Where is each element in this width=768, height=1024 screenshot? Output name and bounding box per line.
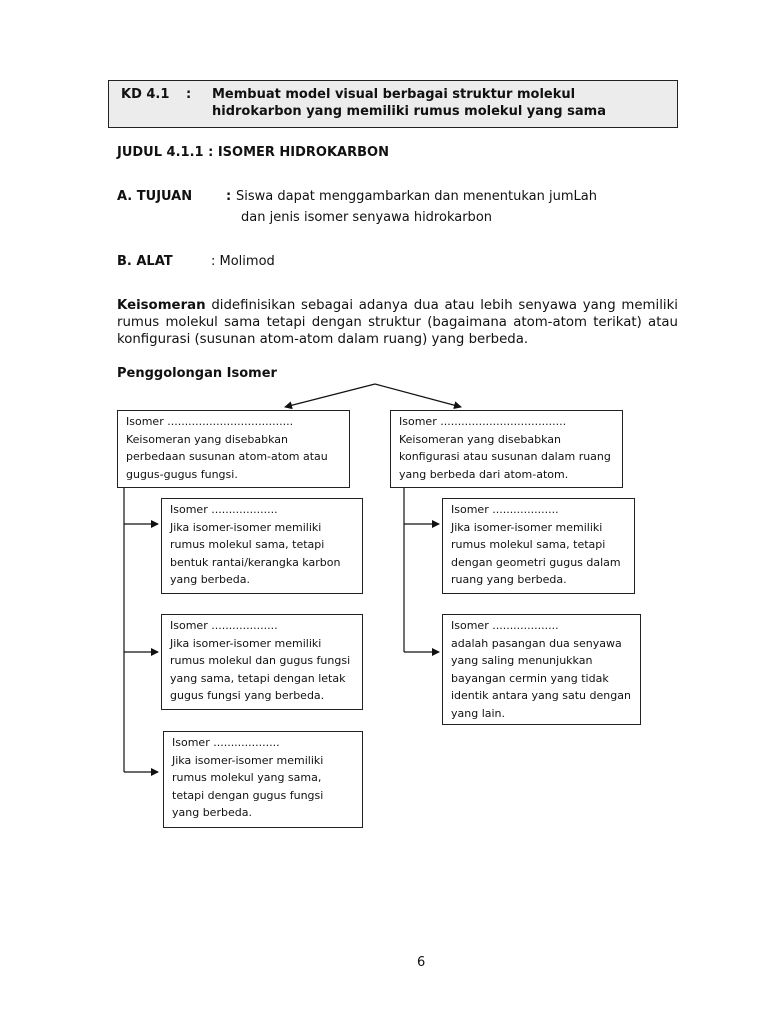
definition-term: Keisomeran [117, 298, 206, 313]
box-line: Jika isomer-isomer memiliki [451, 520, 603, 534]
box-line: ruang yang berbeda. [451, 573, 567, 586]
definition-text: didefinisikan sebagai adanya dua atau lebih senyawa yang memiliki rumus molekul sama tetapi dengan struktur (bagaimana atom-atom terikat) atau konfigurasi (susunan atom-atom dalam ruang) yang berbeda. [117, 298, 678, 347]
box-line: Jika isomer-isomer memiliki [170, 636, 322, 650]
tujuan-colon: : [226, 189, 232, 204]
box-chain-isomer [161, 498, 363, 594]
tujuan-line-1: Siswa dapat menggambarkan dan menentukan jumLah [236, 189, 597, 204]
arrow-to-left-main [285, 384, 375, 407]
box-line: yang saling menunjukkan [451, 654, 593, 667]
box-line: Jika isomer-isomer memiliki [170, 520, 322, 534]
box-structural-isomer [117, 410, 350, 488]
box-line: rumus molekul yang sama, [172, 771, 322, 784]
tujuan-line-2: dan jenis isomer senyawa hidrokarbon [241, 210, 493, 225]
box-line: gugus-gugus fungsi. [126, 467, 238, 481]
alat-value: : Molimod [211, 254, 275, 269]
box-line: Isomer ................... [170, 619, 278, 632]
alat-label: B. ALAT [117, 254, 173, 269]
kd-line-2: hidrokarbon yang memiliki rumus molekul yang sama [212, 104, 606, 119]
box-line: Jika isomer-isomer memiliki [172, 753, 324, 767]
box-line: bayangan cermin yang tidak [451, 671, 609, 685]
box-line: yang berbeda. [172, 806, 252, 819]
box-line: rumus molekul dan gugus fungsi [170, 654, 351, 667]
box-line: Isomer ................... [451, 503, 559, 516]
arrow-to-right-main [375, 384, 461, 407]
box-line: bentuk rantai/kerangka karbon [170, 555, 341, 569]
box-functional-isomer [163, 731, 363, 828]
box-optical-isomer [442, 614, 641, 725]
box-line: yang sama, tetapi dengan letak [170, 671, 346, 685]
box-position-isomer [161, 614, 363, 710]
kd-line-1: Membuat model visual berbagai struktur molekul [212, 87, 576, 102]
box-line: yang berbeda dari atom-atom. [399, 467, 569, 481]
judul-title: JUDUL 4.1.1 : ISOMER HIDROKARBON [117, 145, 389, 160]
box-line: yang berbeda. [170, 573, 250, 586]
box-stereo-isomer [390, 410, 623, 488]
box-line: perbedaan susunan atom-atom atau [126, 450, 328, 463]
box-line: konfigurasi atau susunan dalam ruang [399, 450, 611, 463]
box-line: yang lain. [451, 706, 506, 720]
box-line: Isomer ................... [170, 503, 278, 516]
box-line: Isomer .................................... [126, 415, 294, 428]
kd-code: KD 4.1 [121, 87, 170, 102]
box-line: Isomer ................... [451, 619, 559, 632]
box-line: adalah pasangan dua senyawa [451, 636, 622, 650]
kd-separator: : [186, 87, 192, 102]
box-line: rumus molekul sama, tetapi [451, 538, 606, 551]
box-line: tetapi dengan gugus fungsi [172, 788, 324, 802]
box-line: Isomer .................................... [399, 415, 567, 428]
tujuan-label: A. TUJUAN [117, 189, 193, 204]
box-line: Isomer ................... [172, 736, 280, 749]
box-line: Keisomeran yang disebabkan [126, 432, 288, 446]
box-line: identik antara yang satu dengan [451, 689, 631, 702]
section-title: Penggolongan Isomer [117, 366, 277, 381]
page-number: 6 [417, 955, 426, 970]
box-line: rumus molekul sama, tetapi [170, 538, 325, 551]
box-line: Keisomeran yang disebabkan [399, 432, 561, 446]
box-geometric-isomer [442, 498, 635, 594]
box-line: gugus fungsi yang berbeda. [170, 689, 325, 702]
box-line: dengan geometri gugus dalam [451, 555, 621, 569]
